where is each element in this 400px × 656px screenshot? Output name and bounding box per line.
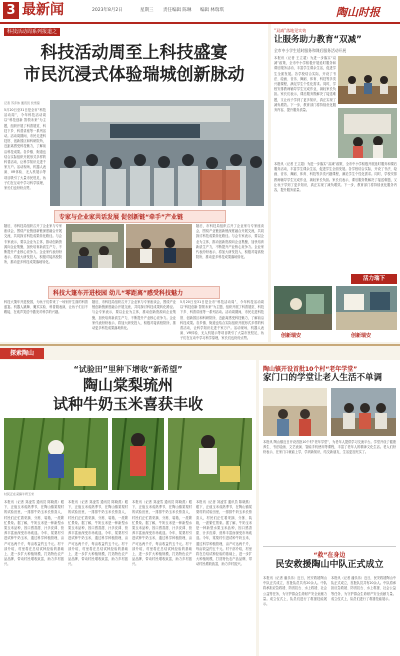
section-divider: [0, 344, 400, 346]
corn-story: [0, 360, 256, 656]
corn-photo-caption: 村民正在采摘牛奶玉米: [4, 492, 35, 496]
sub1-heading-box: [54, 210, 226, 223]
sub2-body-col3: 5月20日至31日是全市“科技活动周”，今年科技活动周以“科技创新 智领未来”为主题，组织开展了科普展览、科技下乡、科普讲座等一系列活动。活动周期间，市民走进科技馆、创新园区和科研院所，近距离感受科技魅力，了解前沿科技成果。各乡镇、街道也结合实际组织开展形式多样的科普活动，让科学知识走进千家万户。活动现场，机器人表演、VR体验、无人机展示等项目吸引了大量市民驻足，孩子们在互动中学习科学原理，家长们也纷纷点赞。: [180, 300, 264, 340]
corn-title-line2: 试种牛奶玉米喜获丰收: [52, 395, 203, 413]
side-story: [271, 24, 400, 342]
corn-photo-2: [112, 418, 164, 490]
side-body-col1: 本报讯（记者 王立超）为进一步落实“双减”政策，全市中小学积极开展延时服务和课后服务活动，丰富学生课余生活，促进学生全面发展。各学校结合实际，开设了书法、绘画、音乐、舞蹈、体育、科技等多类兴趣课程，满足学生个性化需求。同时，学校安排教师辅导学生完成作业，减轻家长负担。家长们表示，课后服务既解决了接送难题，又让孩子学到了更多知识，真正实现了减负增效。下一步，教育部门将持续优化服务内容，提升服务质量。: [274, 56, 336, 113]
side-caption-right: 创新瑞安: [351, 333, 372, 339]
editor: 责任编辑 陈琳: [163, 8, 192, 13]
newspaper-brand: 陶山时报: [336, 6, 380, 19]
issue-date: 2023年8月2日: [92, 8, 123, 13]
lead-photo: [50, 100, 264, 206]
corn-body-col4: 本报讯（记者 刘凌雪 通讯员 陈晓燕）眼下，正值玉米成熟季节，在陶山镇棠梨村的试验田里，一排排牛奶玉米长势喜人，村民们正忙着采摘、分拣、装箱，一派繁忙景象。据了解，牛奶玉米是一种新型水果玉米品种，因口感香甜、汁多皮薄、营养丰富而深受市场欢迎。今年，棠梨村引进试种牛奶玉米，通过科学种植管理，亩产可达两千斤，每亩收益约五千元。村干部介绍，村里将在总结试种经验的基础上，进一步扩大种植规模，打造特色农产品品牌，带动村民增收致富，助力乡村振兴。: [196, 500, 252, 567]
elderly-body: 本报讯 陶山镇近日开设首批10个村“老年学堂”，为老年人提供学习交流平台。学堂开设了健康养生、书法绘画、文艺表演、智能手机使用等课程，丰富了老年人的精神文化生活。老人们纷纷表示，在家门口就能上学，学到新知识，结交新朋友，生活更加充实了。: [263, 440, 396, 455]
sub1-body-col2: 随后，市科技局组织召开了企业家与专家座谈会，围绕产业链创新链深度融合开展交流，共同探讨科技成果转化路径。与会专家表示，要以企业为主体，推动创新资源向企业集聚，加快培育新质生产力，不断提升产业核心竞争力。企业家代表纷纷表示，将加大研发投入，积极对接高校院所，推动更多科技成果落地转化。: [196, 224, 264, 260]
page-header: [0, 0, 400, 24]
lead-body: 5月20日至31日是全市“科技活动周”，今年科技活动周以“科技创新 智领未来”为主题，组织开展了科普展览、科技下乡、科普讲座等一系列活动。活动周期间，市民走进科技馆、创新园区和科研院所，近距离感受科技魅力，了解前沿科技成果。各乡镇、街道也结合实际组织开展形式多样的科普活动，让科学知识走进千家万户。活动现场，机器人表演、VR体验、无人机展示等项目吸引了大量市民驻足，孩子们在互动中学习科学原理，家长们也纷纷点赞。: [4, 108, 46, 191]
rescue-title: 民安救援陶山中队正式成立: [275, 560, 384, 570]
side-title: 让服务助力教育“双减”: [274, 35, 362, 45]
lead-story: [0, 24, 268, 342]
elderly-photo-2: [331, 388, 396, 436]
sub2-heading: 科技大篷车开进校园 幼儿“零距离”感受科技魅力: [53, 290, 183, 297]
rescue-body-col1: 本报讯（记者 潘乐乐）近日，民安救援陶山中队正式成立，首批队员共有20余人。中队将承担应急救援、防汛抗台、水上救援、社会公益等任务，为守护群众生命财产安全贡献力量。成立仪式上，队员们进行了救援技能展示。: [263, 576, 327, 607]
lead-byline: 记者 苏乔伟 通讯员 於雪琼: [4, 101, 40, 105]
sub2-body-col2: 随后，市科技局组织召开了企业家与专家座谈会，围绕产业链创新链深度融合开展交流，共同探讨科技成果转化路径。与会专家表示，要以企业为主体，推动创新资源向企业集聚，加快培育新质生产力，不断提升产业核心竞争力。企业家代表纷纷表示，将加大研发投入，积极对接高校院所，推动更多科技成果落地转化。: [92, 300, 176, 331]
side-photo-4: [336, 286, 397, 330]
corn-photo-3: [168, 418, 252, 490]
corn-title-line1: 陶山棠梨琉州: [82, 376, 173, 394]
side-photo-3: [274, 286, 332, 330]
side-photo-2: [338, 108, 397, 158]
corn-kicker: “试验田”里种下增收“新希望”: [73, 365, 183, 374]
rescue-body-col2: 本报讯（记者 潘乐乐）近日，民安救援陶山中队正式成立，首批队员共有20余人。中队将承担应急救援、防汛抗台、水上救援、社会公益等任务，为守护群众生命财产安全贡献力量。成立仪式上，队员们进行了救援技能展示。: [331, 576, 396, 601]
lead-title-line1: 科技活动周至上科技盛宴: [40, 43, 228, 63]
designer: 编辑 林瑞琪: [200, 8, 224, 13]
page-name: 最新闻: [22, 2, 64, 18]
section2-band: 探索陶山: [0, 348, 44, 359]
sub2-body-col1: 科技大篷车开进校园，为孩子们带来了一场别开生面的科普盛宴。机器人跳舞、魔术实验、科普剧表演，让孩子们目不暇接，在欢声笑语中激发对科学的兴趣。: [4, 300, 88, 315]
corn-photo-1: [4, 418, 108, 490]
sub1-body-col1: 随后，市科技局组织召开了企业家与专家座谈会，围绕产业链创新链深度融合开展交流，共同探讨科技成果转化路径。与会专家表示，要以企业为主体，推动创新资源向企业集聚，加快培育新质生产力，不断提升产业核心竞争力。企业家代表纷纷表示，将加大研发投入，积极对接高校院所，推动更多科技成果落地转化。: [4, 224, 62, 265]
corn-body-col1: 本报讯（记者 刘凌雪 通讯员 陈晓燕）眼下，正值玉米成熟季节，在陶山镇棠梨村的试验田里，一排排牛奶玉米长势喜人，村民们正忙着采摘、分拣、装箱，一派繁忙景象。据了解，牛奶玉米是一种新型水果玉米品种，因口感香甜、汁多皮薄、营养丰富而深受市场欢迎。今年，棠梨村引进试种牛奶玉米，通过科学种植管理，亩产可达两千斤，每亩收益约五千元。村干部介绍，村里将在总结试种经验的基础上，进一步扩大种植规模，打造特色农产品品牌，带动村民增收致富，助力乡村振兴。: [4, 500, 64, 567]
corn-body-col3: 本报讯（记者 刘凌雪 通讯员 陈晓燕）眼下，正值玉米成熟季节，在陶山镇棠梨村的试验田里，一排排牛奶玉米长势喜人，村民们正忙着采摘、分拣、装箱，一派繁忙景象。据了解，牛奶玉米是一种新型水果玉米品种，因口感香甜、汁多皮薄、营养丰富而深受市场欢迎。今年，棠梨村引进试种牛奶玉米，通过科学种植管理，亩产可达两千斤，每亩收益约五千元。村干部介绍，村里将在总结试种经验的基础上，进一步扩大种植规模，打造特色农产品品牌，带动村民增收致富，助力乡村振兴。: [132, 500, 192, 567]
right-stories: [259, 360, 400, 656]
sub1-photo-1: [66, 224, 124, 268]
page-number: 3: [3, 2, 19, 19]
side-kicker: “双减”落地见实效: [274, 28, 307, 33]
side-label: 活力瑞下: [351, 274, 397, 284]
inner-divider: [263, 546, 396, 547]
side-photo-1: [338, 56, 397, 104]
sub2-heading-box: [48, 286, 220, 299]
sub1-heading: 专家与企业家共话发展 促创新链“牵手”产业链: [59, 214, 183, 221]
issue-weekday: 星期三: [140, 8, 154, 13]
side-caption-left: 创新瑞安: [281, 333, 302, 339]
corn-body-col2: 本报讯（记者 刘凌雪 通讯员 陈晓燕）眼下，正值玉米成熟季节，在陶山镇棠梨村的试验田里，一排排牛奶玉米长势喜人，村民们正忙着采摘、分拣、装箱，一派繁忙景象。据了解，牛奶玉米是一种新型水果玉米品种，因口感香甜、汁多皮薄、营养丰富而深受市场欢迎。今年，棠梨村引进试种牛奶玉米，通过科学种植管理，亩产可达两千斤，每亩收益约五千元。村干部介绍，村里将在总结试种经验的基础上，进一步扩大种植规模，打造特色农产品品牌，带动村民增收致富，助力乡村振兴。: [68, 500, 128, 567]
elderly-title: 家门口的学堂让老人生活不单调: [263, 373, 383, 383]
lead-tag: 科技活动周系列报道之: [4, 28, 60, 36]
sub1-photo-2: [126, 224, 192, 268]
side-body-col2: 本报讯（记者 王立超）为进一步落实“双减”政策，全市中小学积极开展延时服务和课后服务活动，丰富学生课余生活，促进学生全面发展。各学校结合实际，开设了书法、绘画、音乐、舞蹈、体育、科技等多类兴趣课程，满足学生个性化需求。同时，学校安排教师辅导学生完成作业，减轻家长负担。家长们表示，课后服务既解决了接送难题，又让孩子学到了更多知识，真正实现了减负增效。下一步，教育部门将持续优化服务内容，提升服务质量。: [274, 162, 397, 193]
side-subtitle: 全市中小学生延时服务和课后服务活动开展: [274, 48, 347, 53]
rescue-kicker: “救”在身边: [313, 552, 346, 559]
lead-title-line2: 市民沉浸式体验瑞城创新脉动: [23, 65, 245, 85]
elderly-kicker: 陶山镇开设首批10个村“老年学堂”: [263, 366, 358, 373]
elderly-photo-1: [263, 388, 327, 436]
